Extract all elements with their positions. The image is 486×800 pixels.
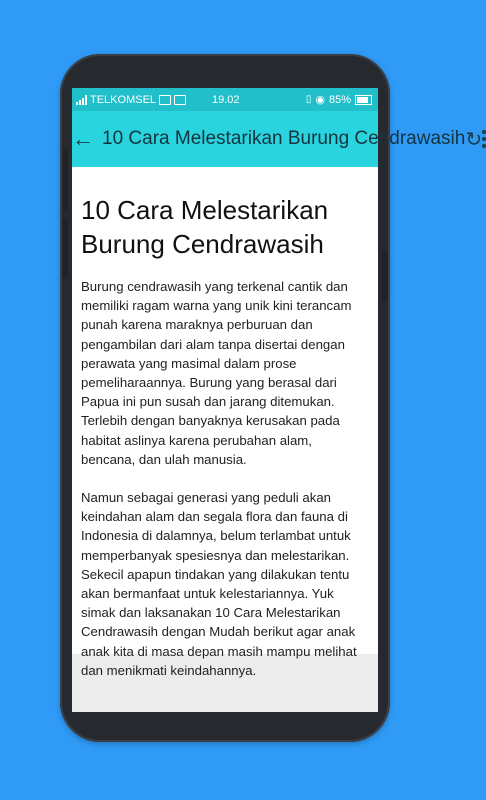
phone-volume-up-button (62, 150, 68, 210)
phone-screen (72, 88, 483, 712)
more-vert-icon[interactable] (482, 130, 486, 148)
article-content[interactable] (72, 167, 378, 678)
message-icon (159, 95, 171, 105)
article-title: 10 Cara Melestarikan Burung Cendrawasih (81, 195, 329, 259)
eye-icon: ◉ (315, 94, 325, 106)
battery-icon (355, 95, 372, 105)
toolbar-title: 10 Cara Melestarikan Burung Cendrawasih (102, 128, 466, 149)
app-toolbar (72, 111, 483, 167)
image-icon (174, 95, 186, 105)
refresh-icon[interactable]: ↻ (465, 128, 483, 151)
status-bar (72, 88, 378, 111)
arrow-left-icon[interactable]: ← (72, 126, 94, 151)
carrier-name: TELKOMSEL (90, 93, 157, 106)
phone-power-button (382, 250, 388, 302)
article-paragraph-2: Namun sebagai generasi yang peduli akan keindahan alam dan segala flora dan fauna di Indonesia di dalamnya, belum terlambat untuk memperbanyak spesiesnya dan melestarikan. Sekecil apapun tindakan yang dilakukan tentu akan bermanfaat untuk kelestariannya. Yuk simak dan laksanakan 10 Cara Melestarikan Cendrawasih dengan Mudah berikut agar anak anak kita di masa depan masih mampu melihat dan menikmati keindahannya. (81, 490, 357, 678)
vibrate-icon: ▯ (305, 94, 312, 105)
phone-volume-down-button (62, 218, 68, 278)
clock: 19.02 (212, 93, 240, 106)
signal-icon (76, 95, 87, 105)
article-paragraph-1: Burung cendrawasih yang terkenal cantik dan memiliki ragam warna yang unik kini terancam punah karena maraknya perburuan dan pengambilan dari alam tanpa disertai dengan perawata yang masimal dalam prose pemeliharaannya. Burung yang berasal dari Papua ini pun susah dan jarang ditemukan. Terlebih dengan banyaknya kerusakan pada habitat aslinya karena perubahan alam, bencana, dan ulah manusia. (81, 279, 352, 467)
battery-percent: 85% (328, 93, 351, 106)
